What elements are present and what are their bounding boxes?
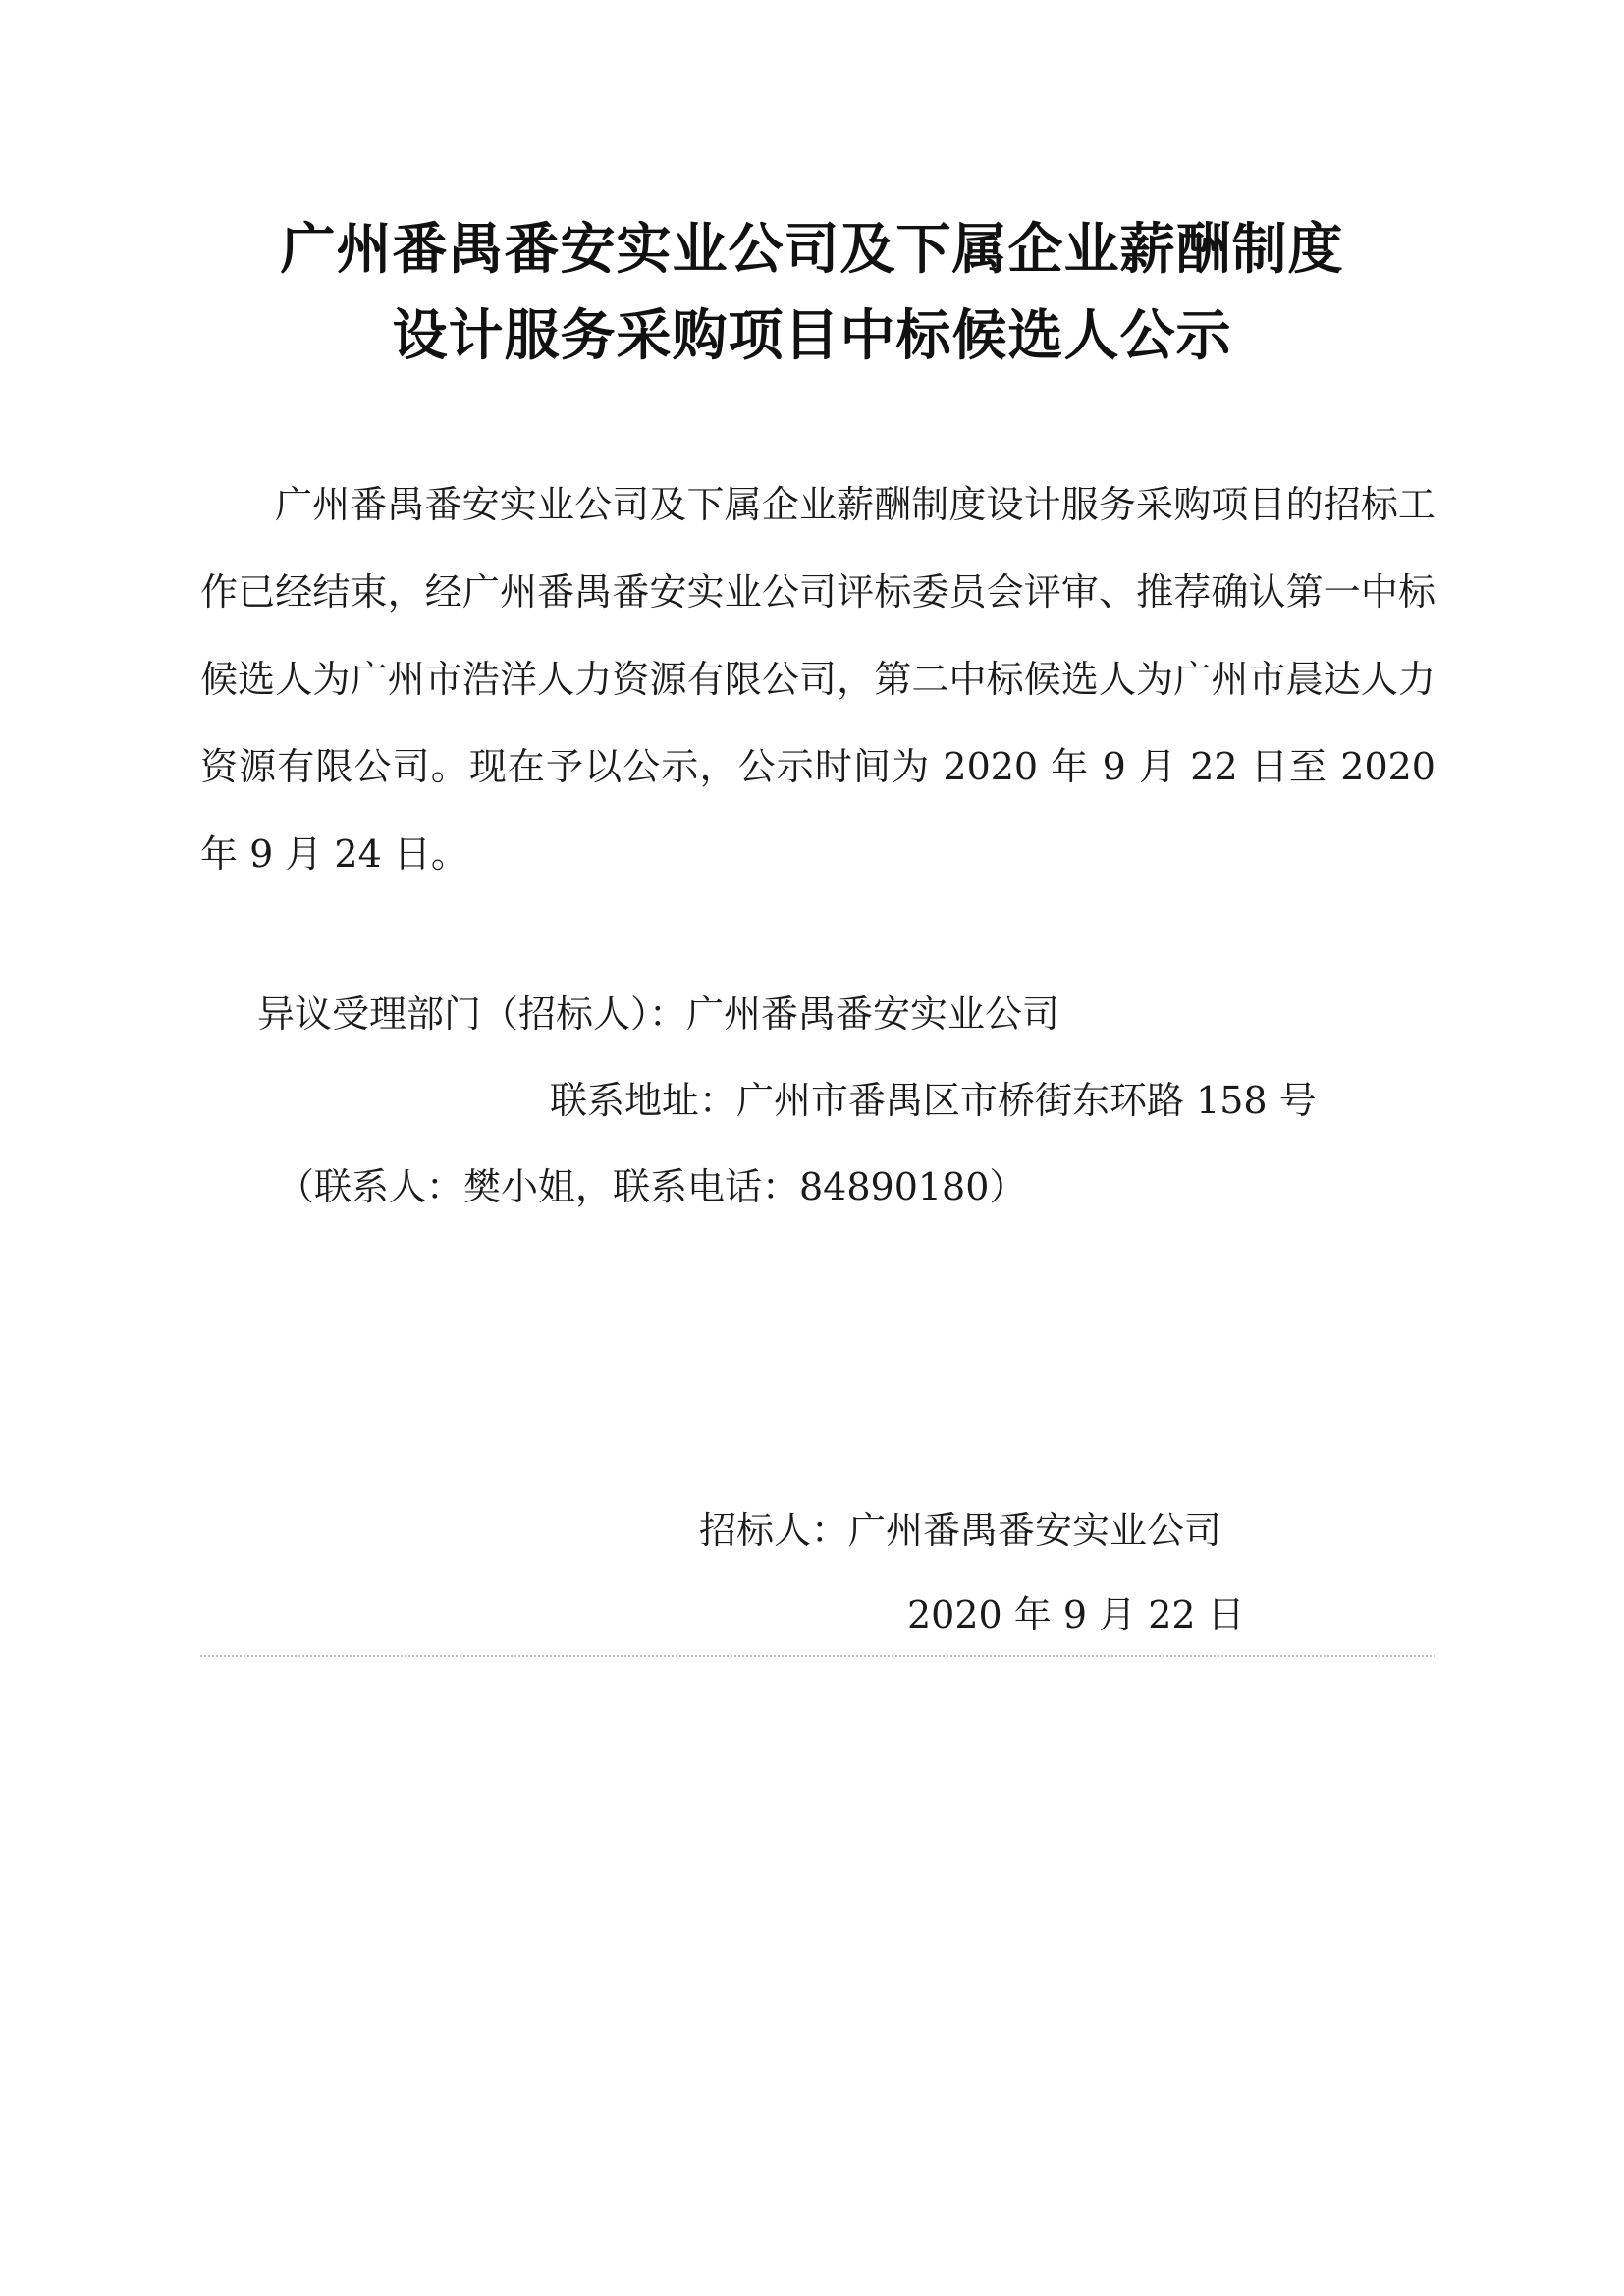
objection-department: 异议受理部门（招标人）：广州番禺番安实业公司 (257, 992, 1060, 1036)
title-line-1: 广州番禺番安实业公司及下属企业薪酬制度 (280, 218, 1344, 282)
footer-divider (200, 1655, 1435, 1657)
title-line-2: 设计服务采购项目中标候选人公示 (392, 304, 1232, 368)
contact-person: （联系人：樊小姐，联系电话：84890180） (277, 1165, 1027, 1208)
sign-date: 2020 年 9 月 22 日 (907, 1593, 1245, 1636)
signer: 招标人：广州番禺番安实业公司 (699, 1509, 1222, 1552)
contact-address: 联系地址：广州市番禺区市桥街东环路 158 号 (550, 1079, 1317, 1122)
announcement-paragraph: 广州番禺番安实业公司及下属企业薪酬制度设计服务采购项目的招标工作已经结束，经广州番禺番安实业公司评标委员会评审、推荐确认第一中标候选人为广州市浩洋人力资源有限公司，第二中标候选人为广州市晨达人力资源有限公司。现在予以公示，公示时间为 2020 年 9 月 22 日至 2020 年 9 月 24 日。 (200, 483, 1435, 876)
